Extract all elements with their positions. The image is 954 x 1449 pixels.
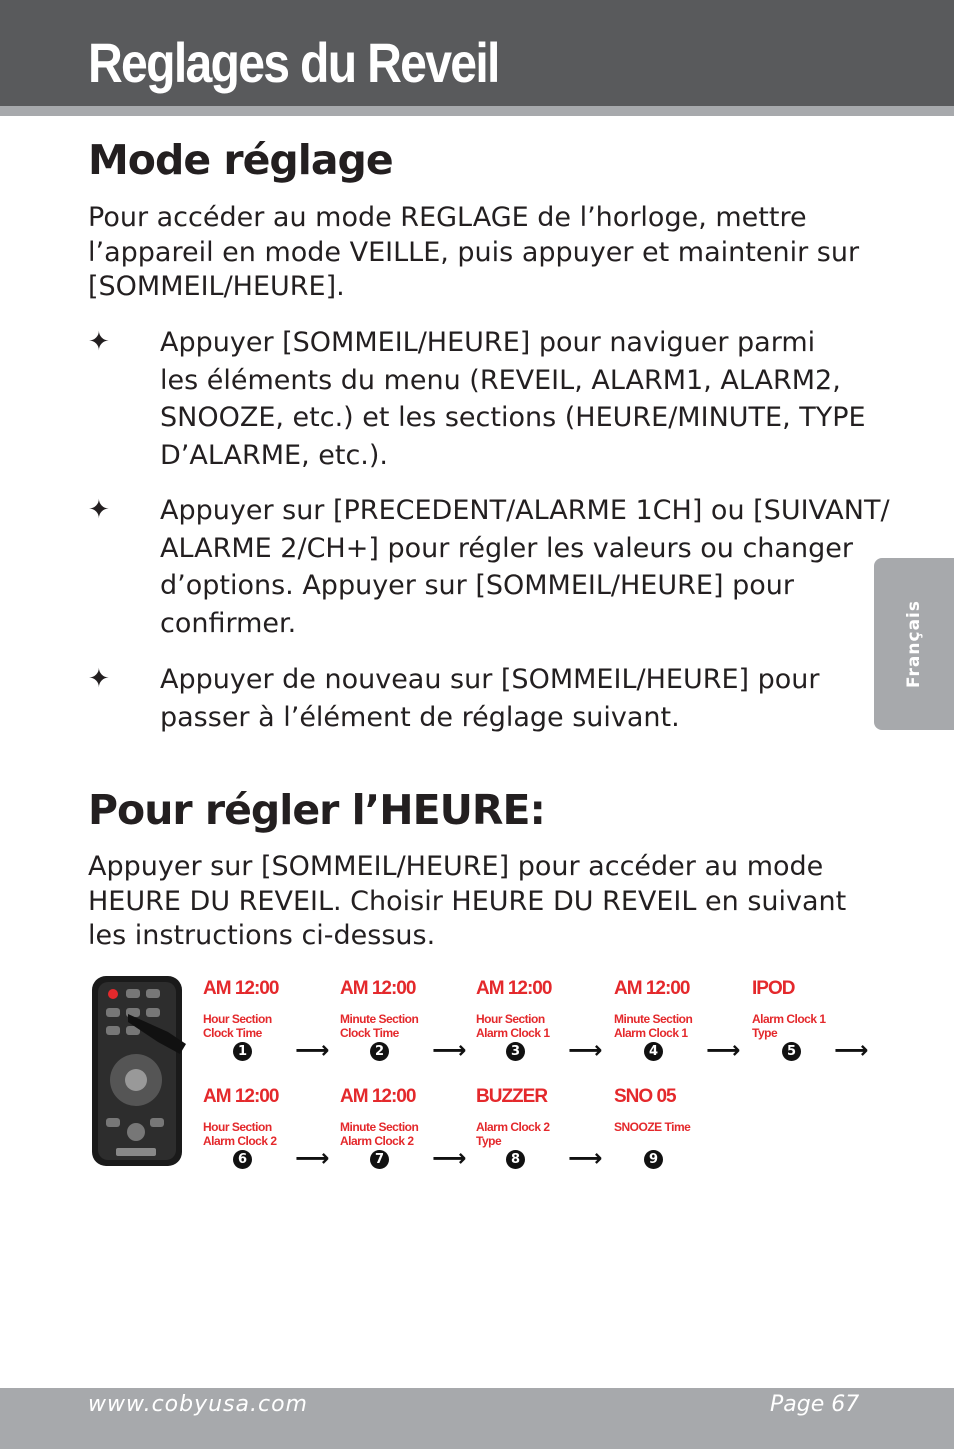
flow-arrow-icon: ⟶ [432, 1036, 467, 1064]
intro-line: l’appareil en mode VEILLE, puis appuyer et maintenir sur [88, 236, 860, 268]
lcd-display: AM 12:00 [614, 978, 690, 999]
step-number: 4 [644, 1042, 663, 1061]
step-number: 2 [370, 1042, 389, 1061]
page-header [0, 0, 954, 106]
section-heading-regler-heure: Pour régler l’HEURE: [88, 786, 545, 834]
lcd-display: AM 12:00 [340, 1086, 416, 1107]
step-number: 6 [233, 1150, 252, 1169]
page-footer [0, 1388, 954, 1449]
lcd-display: SNO 05 [614, 1086, 676, 1107]
bullet-line: D’ALARME, etc.). [160, 439, 388, 471]
clock-setting-diagram [88, 972, 870, 1172]
step-label: Minute Section Alarm Clock 2 [340, 1120, 419, 1148]
step-number: 8 [506, 1150, 525, 1169]
intro-line: HEURE DU REVEIL. Choisir HEURE DU REVEIL en suivant [88, 885, 847, 917]
bullet-line: confirmer. [160, 607, 297, 639]
intro-line: les instructions ci-dessus. [88, 920, 436, 951]
step-number: 3 [506, 1042, 525, 1061]
section2-intro [88, 850, 878, 954]
bullet-line: Appuyer de nouveau sur [SOMMEIL/HEURE] pour [160, 664, 820, 695]
flow-arrow-icon: ⟶ [834, 1036, 869, 1064]
bullet-line: Appuyer [SOMMEIL/HEURE] pour naviguer parmi [160, 327, 816, 358]
step-number: 1 [233, 1042, 252, 1061]
website-link[interactable]: www.cobyusa.com [88, 1392, 308, 1417]
flow-arrow-icon: ⟶ [706, 1036, 741, 1064]
page-title: Reglages du Reveil [88, 31, 499, 94]
step-label: Minute Section Clock Time [340, 1012, 419, 1040]
language-tab-label: Français [904, 600, 924, 688]
bullet-line: les éléments du menu (REVEIL, ALARM1, ALARM2, [160, 364, 841, 396]
bullet-line: SNOOZE, etc.) et les sections (HEURE/MINUTE, TYPE [160, 402, 866, 433]
step-number: 5 [782, 1042, 801, 1061]
lcd-display: BUZZER [476, 1086, 548, 1107]
remote-control-illustration [88, 972, 188, 1172]
header-stripe [0, 106, 954, 116]
bullet-line: Appuyer sur [PRECEDENT/ALARME 1CH] ou [SUIVANT/ [160, 495, 890, 526]
language-tab [874, 558, 954, 730]
step-label: Hour Section Clock Time [203, 1012, 272, 1040]
lcd-display: AM 12:00 [476, 978, 552, 999]
setting-step [614, 1086, 724, 1186]
step-number: 9 [644, 1150, 663, 1169]
flow-arrow-icon: ⟶ [568, 1036, 603, 1064]
step-label: Minute Section Alarm Clock 1 [614, 1012, 693, 1040]
step-label: Hour Section Alarm Clock 1 [476, 1012, 550, 1040]
lcd-display: AM 12:00 [203, 978, 279, 999]
star-bullet-icon: ✦ [88, 327, 110, 357]
lcd-display: IPOD [752, 978, 795, 999]
lcd-display: AM 12:00 [203, 1086, 279, 1107]
star-bullet-icon: ✦ [88, 495, 110, 525]
flow-arrow-icon: ⟶ [432, 1144, 467, 1172]
flow-arrow-icon: ⟶ [295, 1036, 330, 1064]
lcd-display: AM 12:00 [340, 978, 416, 999]
step-label: SNOOZE Time [614, 1120, 691, 1134]
step-label: Alarm Clock 2 Type [476, 1120, 550, 1148]
flow-arrow-icon: ⟶ [568, 1144, 603, 1172]
step-label: Alarm Clock 1 Type [752, 1012, 826, 1040]
section-heading-mode-reglage: Mode réglage [88, 136, 393, 184]
step-number: 7 [370, 1150, 389, 1169]
step-label: Hour Section Alarm Clock 2 [203, 1120, 277, 1148]
bullet-line: passer à l’élément de réglage suivant. [160, 701, 680, 733]
intro-line: [SOMMEIL/HEURE]. [88, 271, 345, 302]
bullet-line: ALARME 2/CH+] pour régler les valeurs ou changer [160, 532, 853, 564]
star-bullet-icon: ✦ [88, 664, 110, 694]
flow-arrow-icon: ⟶ [295, 1144, 330, 1172]
bullet-line: d’options. Appuyer sur [SOMMEIL/HEURE] pour [160, 570, 794, 601]
intro-line: Pour accéder au mode REGLAGE de l’horloge, mettre [88, 202, 807, 233]
page-number: Page 67 [770, 1392, 860, 1417]
intro-line: Appuyer sur [SOMMEIL/HEURE] pour accéder au mode [88, 851, 824, 882]
section1-intro [88, 201, 878, 305]
